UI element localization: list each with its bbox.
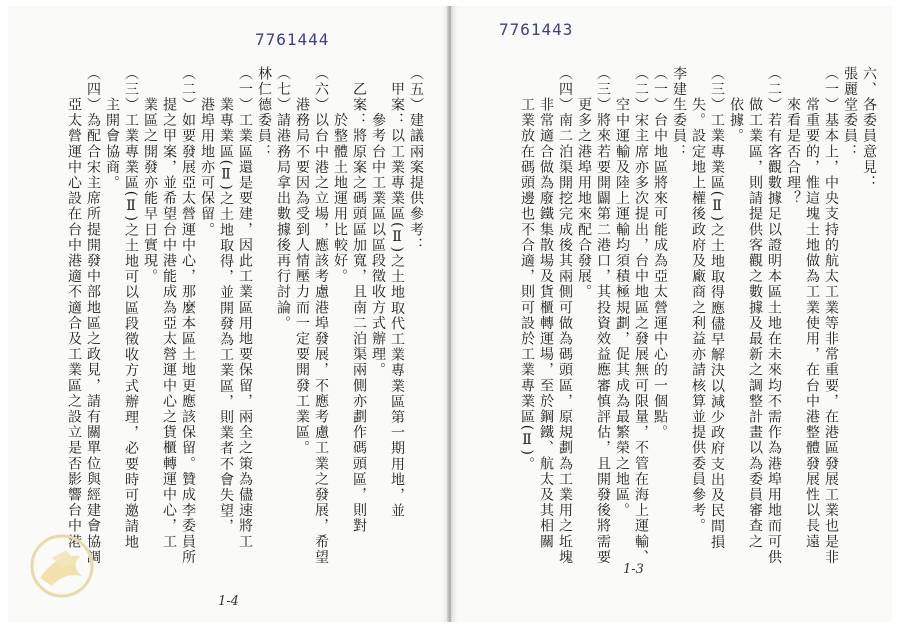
text-line: 參考台中工業區以區段徵收方式辦理。 — [370, 66, 386, 378]
library-seal-icon — [22, 526, 102, 606]
text-line: 於整體土地運用比較好。 — [332, 66, 348, 285]
text-line: 亞太營運中心設在台中港適不適合及工業區之設立是否影響台中港 — [66, 66, 82, 550]
text-line: （二）若有客觀數據足以證明本區土地在未來均不需作為港埠用地而可供 — [766, 66, 782, 566]
text-line: 更多之港埠用地來配合發展。 — [576, 66, 592, 300]
text-line: 林仁德委員： — [256, 66, 272, 160]
page-number: 1-3 — [623, 562, 644, 577]
text-line: （一）工業區還是要建，因此工業區用地要保留，兩全之策為儘速將工 — [237, 66, 253, 550]
text-line: 非常適合做為廢鐵集散場及貨櫃轉運場，至於鋼鐵、航太及其相關 — [538, 66, 554, 550]
text-line: 工業放在碼頭邊也不合適，則可設於工業專業區(Ⅱ)。 — [519, 66, 535, 473]
text-line: 業區之開發亦能早日實現。 — [142, 66, 158, 285]
text-line: （六）以台中港之立場，應該考慮港埠發展，不應考慮工業之發展，希望 — [313, 66, 329, 566]
text-line: 主開會協商。 — [104, 66, 120, 191]
left-page-text — [64, 66, 425, 566]
left-page — [8, 6, 449, 622]
serial-number: 7761444 — [255, 30, 330, 49]
text-line: （四）為配合宋主席所提開發中部地區之政見，請有關單位與經建會協調 — [85, 66, 101, 566]
text-line: 做工業區，則請提供客觀之數據及最新之調整計畫以為委員審查之 — [747, 66, 763, 550]
text-line: （二）宋主席亦多次提出，台中地區之發展無可限量，不管在海上運輸、 — [633, 66, 649, 566]
text-line: 來看是否合理？ — [785, 66, 801, 207]
text-line: 六、各委員意見： — [861, 66, 877, 191]
text-line: （三）將來若要開闢第二港口，其投資效益應審慎評估，且開發後將需要 — [595, 66, 611, 566]
text-line: 空中運輸及陸上運輸均須積極規劃，促其成為最繁榮之地區。 — [614, 66, 630, 519]
text-line: （五）建議兩案提供參考： — [408, 66, 424, 254]
document-spread — [8, 6, 892, 622]
page-number: 1-4 — [218, 594, 239, 609]
text-line: （七）請港務局拿出數據後再行討論。 — [275, 66, 291, 332]
serial-number: 7761443 — [499, 20, 574, 39]
right-page-text — [517, 66, 878, 566]
text-line: 提之甲案，並希望台中港能成為亞太營運中心之貨櫃轉運中心，工 — [161, 66, 177, 550]
text-line: 乙案：將原案之碼頭區加寬，且南二泊渠兩側亦劃作碼頭區，則對 — [351, 66, 367, 534]
text-line: 港務局不要因為受到人情壓力而一定要開發工業區。 — [294, 66, 310, 456]
text-line: 常重要的，惟這塊土地做為工業使用，在台中港整體發展性以長遠 — [804, 66, 820, 550]
text-line: 港埠用地亦可保留。 — [199, 66, 215, 238]
text-line: （一）台中地區將來可能成為亞太營運中心的一個點。 — [652, 66, 668, 441]
text-line: 張麗堂委員： — [842, 66, 858, 160]
right-page — [451, 6, 892, 622]
text-line: （一）基本上，中央支持的航太工業等非常重要，在港區發展工業也是非 — [823, 66, 839, 566]
text-line: （三）工業專業區(Ⅱ)之土地取得應儘早解決以減少政府支出及民間損 — [709, 66, 725, 551]
text-line: 失。設定地上權後政府及廠商之利益亦請核算並提供委員參考。 — [690, 66, 706, 534]
text-line: （四）南二泊渠開挖完成後其兩側可做為碼頭區，原規劃為工業用之坵塊 — [557, 66, 573, 566]
text-line: （三）工業專業區(Ⅱ)之土地可以區段徵收方式辦理，必要時可邀請地 — [123, 66, 139, 551]
text-line: （二）如要發展亞太營運中心，那麼本區土地更應該保留。贊成李委員所 — [180, 66, 196, 566]
text-line: 甲案：以工業專業區(Ⅱ)之土地取代工業專業區第一期用地，並 — [389, 66, 405, 519]
text-line: 依據。 — [728, 66, 744, 144]
text-line: 業專業區(Ⅱ)之土地取得，並開發為工業區，則業者不會失望， — [218, 66, 234, 535]
text-line: 李建生委員： — [671, 66, 687, 160]
